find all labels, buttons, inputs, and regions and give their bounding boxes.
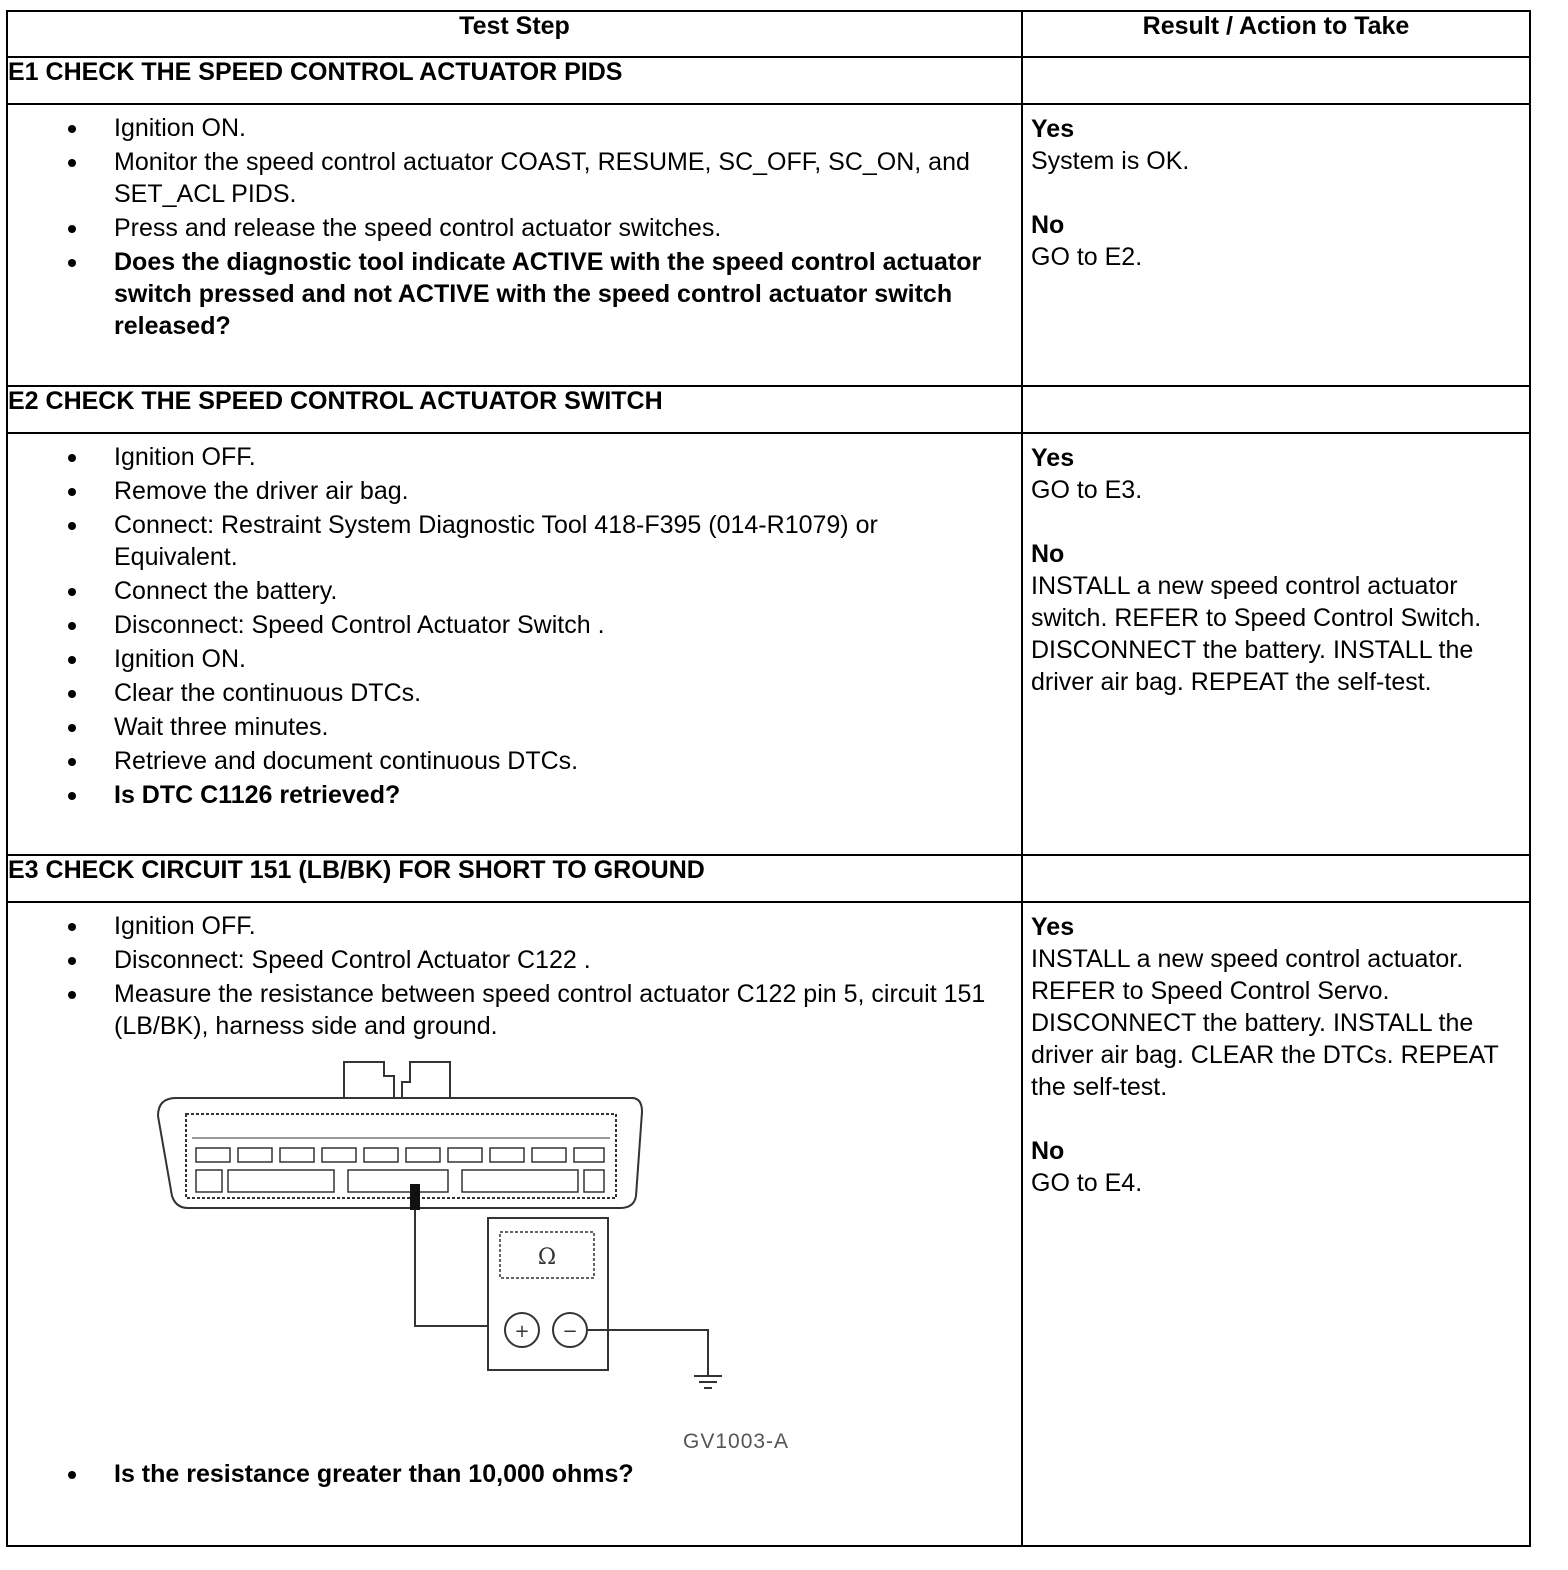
step-title-blank-e2 — [1022, 386, 1530, 433]
step-body-row-e2 — [7, 433, 1530, 855]
step-title-row-e3 — [7, 855, 1530, 902]
connector-face — [186, 1114, 616, 1198]
no-label: No — [1031, 1137, 1065, 1165]
step-title-blank-e3 — [1022, 855, 1530, 902]
list-item: Monitor the speed control actuator COAST, RESUME, SC_OFF, SC_ON, and SET_ACL PIDS. — [8, 146, 1021, 210]
step-result-e2 — [1022, 433, 1530, 855]
list-item: Ignition OFF. — [8, 441, 1021, 473]
step-title-row-e2 — [7, 386, 1530, 433]
step-body-row-e3 — [7, 902, 1530, 1546]
step-question-e3: Is the resistance greater than 10,000 ohms? — [8, 1458, 1021, 1490]
step-result-e3 — [1022, 902, 1530, 1546]
yes-label: Yes — [1031, 115, 1075, 143]
yes-action: System is OK. — [1031, 147, 1190, 175]
list-item: Retrieve and document continuous DTCs. — [8, 745, 1021, 777]
test-probe — [410, 1184, 420, 1210]
yes-label: Yes — [1031, 913, 1075, 941]
no-label: No — [1031, 211, 1065, 239]
table-header-row — [7, 11, 1530, 57]
step-instructions-e1 — [7, 104, 1022, 386]
list-item: Measure the resistance between speed control actuator C122 pin 5, circuit 151 (LB/BK), harness side and ground. — [8, 978, 1021, 1042]
step-list-e3 — [8, 903, 1021, 1042]
ohmmeter — [488, 1218, 608, 1370]
ohm-symbol: Ω — [537, 1245, 557, 1270]
minus-sign: − — [562, 1321, 578, 1342]
ground-icon — [694, 1376, 722, 1388]
step-title-row-e1 — [7, 57, 1530, 104]
list-item: Clear the continuous DTCs. — [8, 677, 1021, 709]
connector-tab-right — [402, 1062, 450, 1098]
step-list-e1 — [8, 105, 1021, 342]
yes-label: Yes — [1031, 444, 1075, 472]
step-title-blank-e1 — [1022, 57, 1530, 104]
step-instructions-e3 — [7, 902, 1022, 1546]
no-action: GO to E2. — [1031, 243, 1143, 271]
connector-pin-row-top — [196, 1148, 604, 1162]
list-item: Press and release the speed control actuator switches. — [8, 212, 1021, 244]
list-item: Disconnect: Speed Control Actuator Switch . — [8, 609, 1021, 641]
list-item: Ignition OFF. — [8, 910, 1021, 942]
step-title-e3: E3 CHECK CIRCUIT 151 (LB/BK) FOR SHORT TO GROUND — [7, 855, 1022, 902]
step-body-row-e1 — [7, 104, 1530, 386]
plus-sign: + — [514, 1321, 530, 1342]
connector-tab-left — [344, 1062, 394, 1098]
connector-pin-row-bottom — [196, 1170, 604, 1192]
figure-label: GV1003-A — [683, 1430, 790, 1453]
diagnostic-table — [6, 10, 1531, 1547]
step-title-e1: E1 CHECK THE SPEED CONTROL ACTUATOR PIDS — [7, 57, 1022, 104]
list-item: Ignition ON. — [8, 643, 1021, 675]
header-test-step: Test Step — [7, 11, 1022, 57]
step-title-e2: E2 CHECK THE SPEED CONTROL ACTUATOR SWITCH — [7, 386, 1022, 433]
no-action: INSTALL a new speed control actuator switch. REFER to Speed Control Switch. DISCONNECT the battery. INSTALL the driver air bag. REPEAT the self-test. — [1031, 572, 1482, 696]
positive-lead — [415, 1210, 490, 1326]
step-list-e2 — [8, 434, 1021, 811]
list-item: Connect: Restraint System Diagnostic Tool 418-F395 (014-R1079) or Equivalent. — [8, 509, 1021, 573]
step-question-e1: Does the diagnostic tool indicate ACTIVE with the speed control actuator switch pressed and not ACTIVE with the speed control actuator switch released? — [8, 246, 1021, 342]
header-result-action: Result / Action to Take — [1022, 11, 1530, 57]
yes-action: GO to E3. — [1031, 476, 1143, 504]
list-item: Ignition ON. — [8, 112, 1021, 144]
list-item: Wait three minutes. — [8, 711, 1021, 743]
step-question-e2: Is DTC C1126 retrieved? — [8, 779, 1021, 811]
step-question-list-e3 — [8, 1452, 1021, 1490]
connector-measurement-figure — [8, 1056, 1021, 1452]
step-result-e1 — [1022, 104, 1530, 386]
list-item: Connect the battery. — [8, 575, 1021, 607]
yes-action: INSTALL a new speed control actuator. REFER to Speed Control Servo. DISCONNECT the battery. INSTALL the driver air bag. CLEAR the DTCs. REPEAT the self-test. — [1031, 945, 1499, 1101]
ohmmeter-diagram — [148, 1056, 748, 1426]
list-item: Remove the driver air bag. — [8, 475, 1021, 507]
step-instructions-e2 — [7, 433, 1022, 855]
list-item: Disconnect: Speed Control Actuator C122 . — [8, 944, 1021, 976]
no-action: GO to E4. — [1031, 1169, 1143, 1197]
no-label: No — [1031, 540, 1065, 568]
